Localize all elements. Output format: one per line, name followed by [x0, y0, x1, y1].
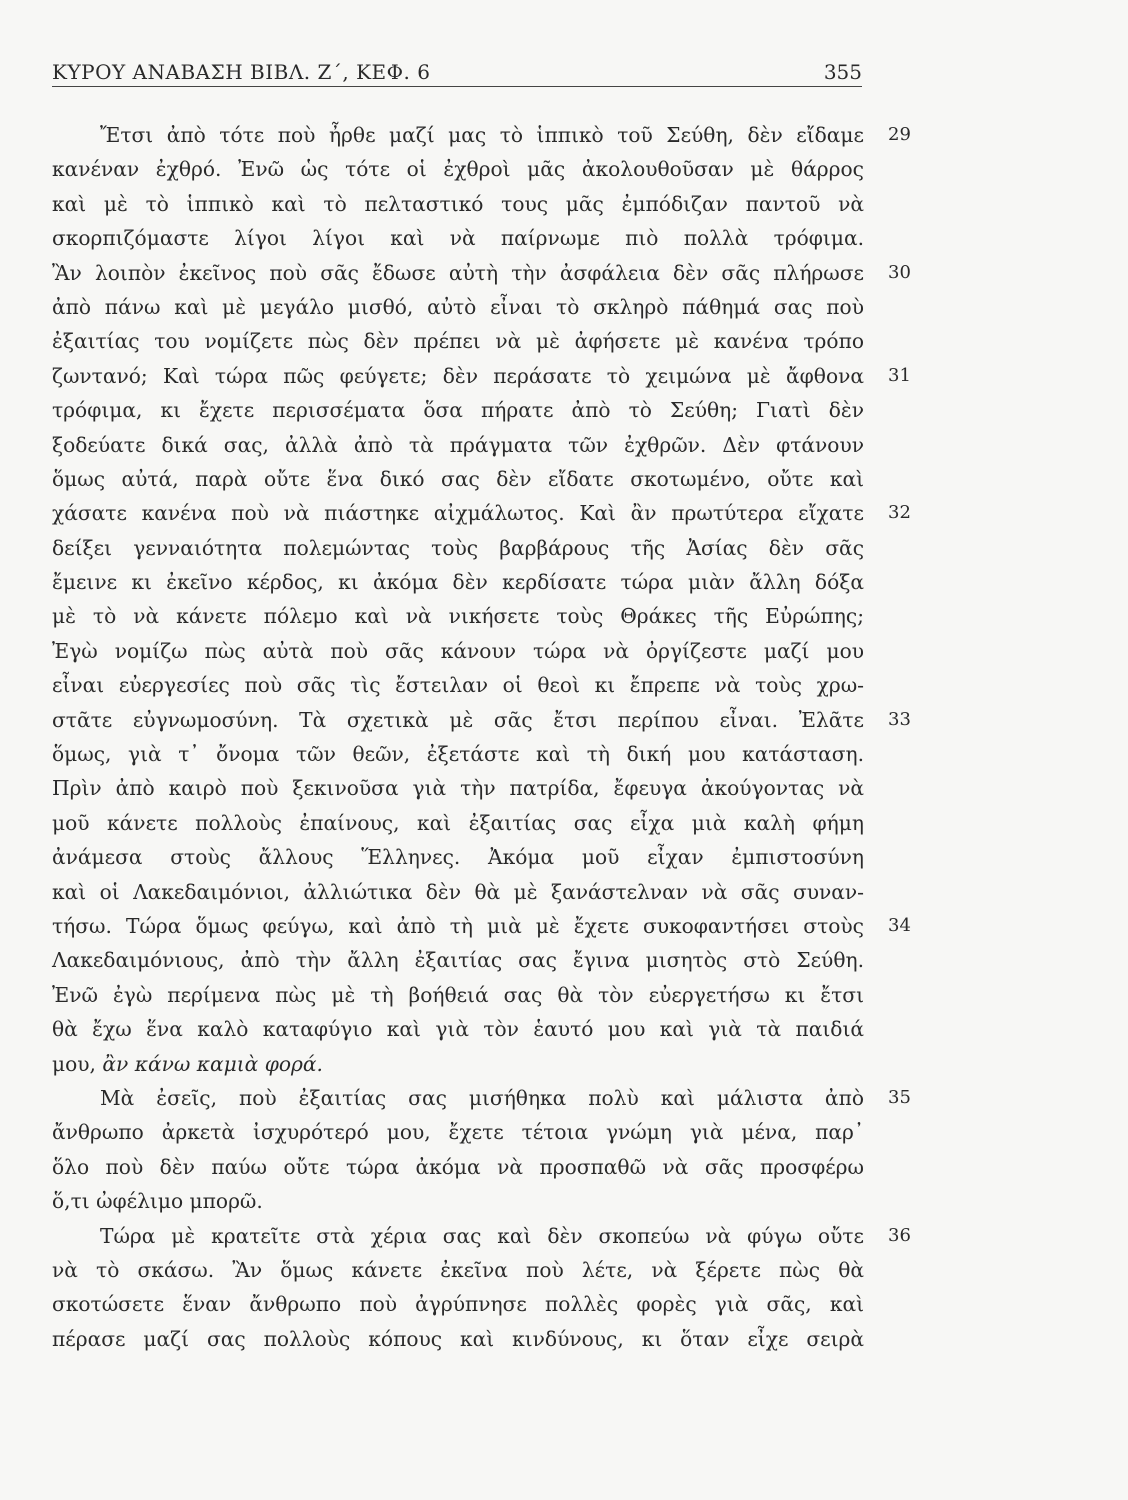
text-line: [52, 703, 911, 737]
line-text: στᾶτε εὐγνωμοσύνη. Τὰ σχετικὰ μὲ σᾶς ἔτσι περίπου εἶναι. Ἐλᾶτε: [52, 707, 864, 732]
line-text: δείξει γενναιότητα πολεμώντας τοὺς βαρβάρους τῆς Ἀσίας δὲν σᾶς: [52, 535, 864, 560]
text-line: [52, 393, 864, 427]
line-text: ζωντανό; Καὶ τώρα πῶς φεύγετε; δὲν περάσατε τὸ χειμώνα μὲ ἄφθονα: [52, 363, 864, 388]
page-header: [52, 56, 862, 87]
line-text: Ἔτσι ἀπὸ τότε ποὺ ἦρθε μαζί μας τὸ ἱππικὸ τοῦ Σεύθη, δὲν εἴδαμε: [100, 123, 864, 147]
text-line: [52, 840, 864, 874]
text-line: [52, 1219, 911, 1253]
line-text: Μὰ ἐσεῖς, ποὺ ἐξαιτίας σας μισήθηκα πολὺ καὶ μάλιστα ἀπὸ: [100, 1085, 864, 1110]
text-line: [52, 565, 864, 599]
line-text: καὶ οἱ Λακεδαιμόνιοι, ἀλλιώτικα δὲν θὰ μὲ ξανάστελναν νὰ σᾶς συναν-: [52, 879, 864, 904]
line-text: ὅμως, γιὰ τ᾽ ὄνομα τῶν θεῶν, ἐξετάστε καὶ τὴ δική μου κατάσταση.: [52, 742, 864, 767]
text-line: [52, 1287, 864, 1321]
line-text: νὰ τὸ σκάσω. Ἂν ὅμως κάνετε ἐκεῖνα ποὺ λέτε, νὰ ξέρετε πὼς θὰ: [52, 1257, 864, 1282]
text-line: [52, 1012, 864, 1046]
text-line: [52, 1253, 864, 1287]
line-text: ἀνάμεσα στοὺς ἄλλους Ἕλληνες. Ἀκόμα μοῦ εἶχαν ἐμπιστοσύνη: [52, 845, 864, 870]
line-text: καὶ μὲ τὸ ἱππικὸ καὶ τὸ πελταστικό τους μᾶς ἐμπόδιζαν παντοῦ νὰ: [52, 191, 864, 216]
line-text: θὰ ἔχω ἕνα καλὸ καταφύγιο καὶ γιὰ τὸν ἑαυτό μου καὶ γιὰ τὰ παιδιά: [52, 1017, 864, 1042]
text-line: [52, 1184, 864, 1218]
section-number: 31: [888, 364, 911, 386]
line-text: εἶναι εὐεργεσίες ποὺ σᾶς τὶς ἔστειλαν οἱ θεοὶ κι ἔπρεπε νὰ τοὺς χρω-: [52, 673, 864, 698]
text-line: [52, 737, 864, 771]
body-text: [52, 118, 911, 1356]
line-text: Τώρα μὲ κρατεῖτε στὰ χέρια σας καὶ δὲν σκοπεύω νὰ φύγω οὔτε: [100, 1223, 864, 1248]
text-line: [52, 943, 864, 977]
text-line: [52, 634, 864, 668]
line-text: Ἐνῶ ἐγὼ περίμενα πὼς μὲ τὴ βοήθειά σας θὰ τὸν εὐεργετήσω κι ἔτσι: [52, 982, 864, 1007]
text-line: [52, 187, 864, 221]
text-line: [52, 599, 864, 633]
text-line: [52, 909, 911, 943]
line-text: ἄνθρωπο ἀρκετὰ ἰσχυρότερό μου, ἔχετε τέτοια γνώμη γιὰ μένα, παρ᾽: [52, 1120, 864, 1145]
text-line: [52, 978, 864, 1012]
section-number: 33: [888, 708, 911, 730]
page-number: 355: [823, 60, 862, 84]
line-text: χάσατε κανένα ποὺ νὰ πιάστηκε αἰχμάλωτος. Καὶ ἂν πρωτύτερα εἴχατε: [52, 501, 864, 526]
line-text: Ἐγὼ νομίζω πὼς αὐτὰ ποὺ σᾶς κάνουν τώρα νὰ ὀργίζεστε μαζί μου: [52, 638, 864, 663]
line-text: τήσω. Τώρα ὅμως φεύγω, καὶ ἀπὸ τὴ μιὰ μὲ ἔχετε συκοφαντήσει στοὺς: [52, 913, 864, 938]
text-line: [52, 359, 911, 393]
line-text: κανέναν ἐχθρό. Ἐνῶ ὡς τότε οἱ ἐχθροὶ μᾶς ἀκολουθοῦσαν μὲ θάρρος: [52, 157, 864, 182]
text-line: [52, 256, 911, 290]
line-text: σκοτώσετε ἕναν ἄνθρωπο ποὺ ἀγρύπνησε πολλὲς φορὲς γιὰ σᾶς, καὶ: [52, 1292, 864, 1317]
line-text: ὅμως αὐτά, παρὰ οὔτε ἕνα δικό σας δὲν εἴδατε σκοτωμένο, οὔτε καὶ: [52, 466, 864, 491]
text-line: [52, 1322, 864, 1356]
text-line: [52, 462, 864, 496]
text-line: [52, 875, 864, 909]
text-line: [52, 806, 864, 840]
line-text: μὲ τὸ νὰ κάνετε πόλεμο καὶ νὰ νικήσετε τοὺς Θράκες τῆς Εὐρώπης;: [52, 604, 864, 629]
line-text: πέρασε μαζί σας πολλοὺς κόπους καὶ κινδύνους, κι ὅταν εἶχε σειρὰ: [52, 1326, 864, 1351]
text-line: [52, 1115, 864, 1149]
running-head: ΚΥΡΟΥ ΑΝΑΒΑΣΗ ΒΙΒΛ. Ζ΄, ΚΕΦ. 6: [52, 60, 431, 84]
line-text: ἐξαιτίας του νομίζετε πὼς δὲν πρέπει νὰ μὲ ἀφήσετε μὲ κανένα τρόπο: [52, 329, 864, 354]
text-line: [52, 324, 864, 358]
text-line: [52, 290, 864, 324]
line-text: Λακεδαιμόνιους, ἀπὸ τὴν ἄλλη ἐξαιτίας σας ἔγινα μισητὸς στὸ Σεύθη.: [52, 948, 864, 973]
line-text: τρόφιμα, κι ἔχετε περισσέματα ὅσα πήρατε ἀπὸ τὸ Σεύθη; Γιατὶ δὲν: [52, 398, 864, 423]
section-number: 32: [888, 502, 911, 524]
line-text: ἔμεινε κι ἐκεῖνο κέρδος, κι ἀκόμα δὲν κερδίσατε τώρα μιὰν ἄλλη δόξα: [52, 570, 864, 595]
text-line: [52, 496, 911, 530]
line-text: σκορπιζόμαστε λίγοι λίγοι καὶ νὰ παίρνωμε πιὸ πολλὰ τρόφιμα.: [52, 226, 864, 251]
line-text: ὅλο ποὺ δὲν παύω οὔτε τώρα ἀκόμα νὰ προσπαθῶ νὰ σᾶς προσφέρω: [52, 1154, 864, 1179]
line-text: Πρὶν ἀπὸ καιρὸ ποὺ ξεκινοῦσα γιὰ τὴν πατρίδα, ἔφευγα ἀκούγοντας νὰ: [52, 776, 864, 801]
section-number: 36: [888, 1224, 911, 1246]
section-number: 29: [888, 124, 911, 145]
line-text: ὅ,τι ὠφέλιμο μπορῶ.: [52, 1189, 263, 1214]
line-text: Ἂν λοιπὸν ἐκεῖνος ποὺ σᾶς ἔδωσε αὐτὴ τὴν ἀσφάλεια δὲν σᾶς πλήρωσε: [52, 260, 864, 285]
text-line: [52, 428, 864, 462]
text-line: [52, 771, 864, 805]
line-text: μου,: [52, 1051, 96, 1076]
text-line: [52, 1150, 864, 1184]
text-line: [52, 221, 864, 255]
text-line: [52, 1081, 911, 1115]
section-number: 35: [888, 1086, 911, 1108]
section-number: 34: [888, 914, 911, 936]
text-line: [52, 152, 864, 186]
text-line: [52, 1047, 864, 1081]
line-text: ξοδεύατε δικά σας, ἀλλὰ ἀπὸ τὰ πράγματα τῶν ἐχθρῶν. Δὲν φτάνουν: [52, 432, 864, 457]
section-number: 30: [888, 261, 911, 283]
text-line: [52, 668, 864, 702]
text-line: [52, 118, 911, 152]
italic-phrase: ἂν κάνω καμιὰ φορά.: [102, 1051, 323, 1076]
text-line: [52, 531, 864, 565]
line-text: μοῦ κάνετε πολλοὺς ἐπαίνους, καὶ ἐξαιτίας σας εἶχα μιὰ καλὴ φήμη: [52, 810, 864, 835]
line-text: ἀπὸ πάνω καὶ μὲ μεγάλο μισθό, αὐτὸ εἶναι τὸ σκληρὸ πάθημά σας ποὺ: [52, 294, 864, 319]
